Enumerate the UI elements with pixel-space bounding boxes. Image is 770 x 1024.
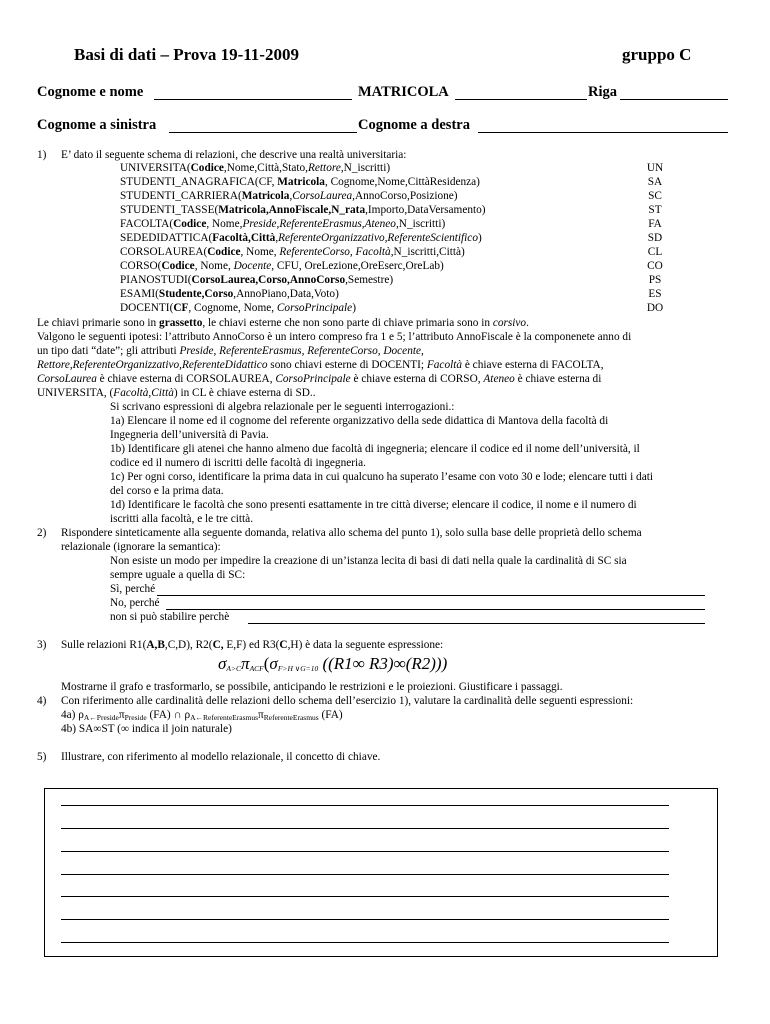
relation-pre: PIANOSTUDI(: [120, 274, 192, 286]
answer-box[interactable]: [44, 788, 718, 957]
riga-label: Riga: [588, 84, 617, 100]
pi-symbol: π: [241, 654, 250, 673]
hyp5-text: UNIVERSITA, (: [37, 387, 114, 399]
query-1c-line-1: 1c) Per ogni corso, identificare la prima data in cui qualcuno ha superato l’esame con voto 30 e lode; elencare tutti i dati: [110, 471, 653, 483]
query-1d-line-2: iscritti alla facoltà, e le tre città.: [110, 513, 254, 525]
relation-row: [120, 260, 444, 274]
query-1a-line-1: 1a) Elencare il nome ed il cognome del referente organizzativo della sede didattica di Mantova della facoltà di: [110, 415, 609, 427]
relation-row: [120, 162, 390, 176]
riga-field[interactable]: [620, 99, 728, 100]
q5-number: 5): [37, 751, 47, 763]
answer-ns-field[interactable]: [248, 623, 705, 624]
pi-attributes: ACF: [249, 664, 264, 673]
answer-si-label: Sì, perché: [110, 583, 156, 595]
hyp5-text-2: ) in CL è chiave esterna di SD..: [173, 387, 316, 399]
hyp3-text-2: è chiave esterna di FACOLTA,: [462, 359, 604, 371]
hyp5-italic: Facoltà,Città: [113, 387, 174, 399]
q3-t4: ,H) è data la seguente espressione:: [287, 639, 444, 651]
right-label: Cognome a destra: [358, 117, 470, 133]
relation-bold: Matricola,AnnoFiscale,N_rata: [218, 204, 366, 216]
relation-ital: ReferenteCorso, Facoltà,: [279, 246, 394, 258]
q4a-proj-1: Preside: [124, 713, 147, 722]
formula-body: ((R1∞ R3)∞(R2))): [322, 654, 448, 673]
relation-pre: UNIVERSITA(: [120, 162, 191, 174]
relation-pre: STUDENTI_ANAGRAFICA(CF,: [120, 176, 278, 188]
relation-row: [120, 302, 356, 316]
relation-row: [120, 288, 339, 302]
answer-no-label: No, perché: [110, 597, 160, 609]
formula-paren: (: [263, 654, 270, 673]
query-1c-line-2: del corso e la prima data.: [110, 485, 224, 497]
q4a-pi-2: π: [258, 709, 264, 721]
relation-row: [120, 190, 458, 204]
relation-rest: ,: [275, 232, 279, 244]
hyp4-corsoprincipale: CorsoPrincipale: [275, 373, 351, 385]
q2-line-3: Non esiste un modo per impedire la creazione di un’istanza lecita di basi di dati nella quale la cardinalità di SC sia: [110, 555, 627, 567]
relation-rest: ,: [289, 190, 293, 202]
hyp2-italic: Preside, ReferenteErasmus, ReferenteCorso, Docente,: [179, 345, 424, 357]
relation-bold: Studente,Corso: [158, 288, 234, 300]
sigma-symbol: σ: [218, 654, 227, 673]
sigma-condition: A>C: [226, 664, 242, 673]
q4a-proj-2: ReferenteErasmus: [263, 713, 319, 722]
q4-line-1: Con riferimento alle cardinalità delle relazioni dello schema dell’esercizio 1), valutare la cardinalità delle seguenti espressioni:: [61, 695, 634, 707]
q3-line-1: [61, 639, 443, 653]
relation-rest: ,AnnoPiano,Data,Voto): [233, 288, 339, 300]
q2-line-2: relazionale (ignorare la semantica):: [61, 541, 221, 553]
relation-bold: CF: [173, 302, 189, 314]
q3-t3: E,F) ed R3(: [223, 639, 280, 651]
relation-code: UN: [646, 162, 664, 174]
relation-bold: Codice: [190, 162, 224, 174]
q3-b3: C: [279, 639, 288, 651]
hyp2-text: un tipo dati “date”; gli attributi: [37, 345, 180, 357]
answer-si-field[interactable]: [157, 595, 705, 596]
answer-line: [61, 942, 669, 943]
relation-end: N_iscritti,Città): [393, 246, 465, 258]
q3-b1: A,B: [146, 639, 165, 651]
queries-intro: Si scrivano espressioni di algebra relazionale per le seguenti interrogazioni.:: [110, 401, 455, 413]
relation-pre: CORSO(: [120, 260, 162, 272]
keys-italic: corsivo: [492, 317, 527, 329]
relation-bold: Codice: [207, 246, 241, 258]
answer-line: [61, 828, 669, 829]
keys-line: [37, 317, 529, 331]
answer-line: [61, 919, 669, 920]
relation-code: ST: [648, 204, 662, 216]
relation-code: SA: [647, 176, 663, 188]
q4a-middle: (FA) ∩ ρ: [146, 709, 191, 721]
hyp3-facolta: Facoltà: [426, 359, 463, 371]
relation-rest: , Cognome,Nome,CittàResidenza): [324, 176, 480, 188]
matricola-field[interactable]: [455, 99, 587, 100]
hyp3-text: sono chiavi esterne di DOCENTI;: [267, 359, 427, 371]
relation-ital: CorsoLaurea,: [292, 190, 355, 202]
relation-code: ES: [648, 288, 662, 300]
relation-rest: , Nome,: [240, 246, 280, 258]
relation-rest: , Cognome, Nome,: [188, 302, 277, 314]
q3-t1: Sulle relazioni R1(: [61, 639, 147, 651]
relation-row: [120, 274, 393, 288]
group-label: gruppo C: [622, 45, 692, 64]
relation-bold: Codice: [173, 218, 207, 230]
left-label: Cognome a sinistra: [37, 117, 157, 133]
relation-pre: CORSOLAUREA(: [120, 246, 208, 258]
relation-rest: ,Nome,Città,Stato,: [223, 162, 308, 174]
q3-b2: C,: [212, 639, 224, 651]
q4a-pi-1: π: [118, 709, 125, 721]
keys-bold: grassetto: [159, 317, 203, 329]
relation-bold: Codice: [161, 260, 195, 272]
hypothesis-line-4: [37, 373, 601, 387]
relation-pre: STUDENTI_CARRIERA(: [120, 190, 242, 202]
answer-no-field[interactable]: [166, 609, 705, 610]
right-field[interactable]: [478, 132, 728, 133]
q2-line-1: Rispondere sinteticamente alla seguente domanda, relativa allo schema del punto 1), solo sulla base delle proprietà dello schema: [61, 527, 642, 539]
relation-row: [120, 176, 480, 190]
answer-line: [61, 874, 669, 875]
hyp4-text: è chiave esterna di CORSOLAUREA,: [96, 373, 276, 385]
q4a-rename-1: A←Preside: [83, 713, 119, 722]
q4a-prefix: 4a) ρ: [61, 709, 84, 721]
relation-pre: DOCENTI(: [120, 302, 174, 314]
relation-bold: Matricola: [241, 190, 290, 202]
q2-number: 2): [37, 527, 47, 539]
relation-ital: Docente,: [233, 260, 275, 272]
hyp4-text-2: è chiave esterna di CORSO,: [350, 373, 484, 385]
answer-line: [61, 896, 669, 897]
hypothesis-line-3: [37, 359, 604, 373]
relation-code: CL: [647, 246, 663, 258]
hyp4-corsolaurea: CorsoLaurea: [37, 373, 97, 385]
q4a-rename-2: A←ReferenteErasmus: [190, 713, 259, 722]
sigma-symbol-2: σ: [269, 654, 278, 673]
relation-end: N_iscritti): [343, 162, 391, 174]
relation-pre: STUDENTI_TASSE(: [120, 204, 219, 216]
relation-rest: ,Semestre): [345, 274, 394, 286]
q5-line-1: Illustrare, con riferimento al modello relazionale, il concetto di chiave.: [61, 751, 381, 763]
relation-end: ): [477, 232, 482, 244]
relation-row: [120, 218, 445, 232]
relation-pre: SEDEDIDATTICA(: [120, 232, 213, 244]
matricola-label: MATRICOLA: [358, 84, 449, 100]
relation-ital: CorsoPrincipale: [276, 302, 353, 314]
query-1b-line-1: 1b) Identificare gli atenei che hanno almeno due facoltà di ingegneria; elencare il codice ed il nome dell’università, il: [110, 443, 640, 455]
q1-intro: E’ dato il seguente schema di relazioni, che descrive una realtà universitaria:: [61, 149, 407, 161]
q3-t2: ,C,D), R2(: [164, 639, 213, 651]
q4-expression-b: 4b) SA∞ST (∞ indica il join naturale): [61, 723, 232, 735]
algebra-expression: [218, 654, 447, 674]
q1-number: 1): [37, 149, 47, 161]
q4-number: 4): [37, 695, 47, 707]
query-1a-line-2: Ingegneria dell’università di Pavia.: [110, 429, 269, 441]
hyp4-text-3: è chiave esterna di: [514, 373, 602, 385]
q2-line-4: sempre uguale a quella di SC:: [110, 569, 246, 581]
relation-code: FA: [648, 218, 662, 230]
relation-ital: Preside,ReferenteErasmus,Ateneo,: [242, 218, 399, 230]
relation-code: PS: [648, 274, 662, 286]
document-title: Basi di dati – Prova 19-11-2009: [74, 45, 299, 64]
relation-ital: ReferenteOrganizzativo,ReferenteScientifico: [278, 232, 478, 244]
q3-number: 3): [37, 639, 47, 651]
query-1b-line-2: codice ed il numero di iscritti delle facoltà di ingegneria.: [110, 457, 366, 469]
relation-rest: , Nome,: [206, 218, 243, 230]
keys-text-2: , le chiavi esterne che non sono parte di chiave primaria sono in: [202, 317, 493, 329]
q3-line-2: Mostrarne il grafo e trasformarlo, se possibile, anticipando le restrizioni e le proiezioni. Giustificare i passaggi.: [61, 681, 563, 693]
relation-code: SD: [647, 232, 663, 244]
relation-pre: ESAMI(: [120, 288, 159, 300]
hyp3-italic: Rettore,ReferenteOrganizzativo,ReferenteDidattico: [37, 359, 268, 371]
relation-code: DO: [646, 302, 664, 314]
relation-end: N_iscritti): [398, 218, 446, 230]
relation-row: [120, 232, 482, 246]
hypothesis-line-5: [37, 387, 316, 401]
query-1d-line-1: 1d) Identificare le facoltà che sono presenti esattamente in tre città diverse; elencare il codice, il nome e il numero di: [110, 499, 637, 511]
hyp4-ateneo: Ateneo: [483, 373, 515, 385]
relation-rest: , Nome,: [194, 260, 234, 272]
sigma-condition-2: F>H ∨G=10: [277, 664, 319, 673]
relation-bold: CorsoLaurea,Corso,AnnoCorso: [191, 274, 346, 286]
relation-code: CO: [647, 260, 663, 272]
relation-end: AnnoCorso,Posizione): [354, 190, 458, 202]
relation-row: [120, 246, 465, 260]
keys-text-3: .: [526, 317, 529, 329]
relation-bold: Matricola: [277, 176, 325, 188]
hypothesis-line-2: [37, 345, 424, 359]
hypothesis-line-1: Valgono le seguenti ipotesi: l’attributo AnnoCorso è un intero compreso fra 1 e 5; l’attributo AnnoFiscale è la componenete anno di: [37, 331, 632, 343]
relation-row: [120, 204, 486, 218]
relation-bold: Facoltà,Città: [212, 232, 276, 244]
relation-code: SC: [648, 190, 662, 202]
name-field[interactable]: [154, 99, 352, 100]
relation-end: CFU, OreLezione,OreEserc,OreLab): [274, 260, 444, 272]
relation-pre: FACOLTA(: [120, 218, 174, 230]
keys-text-1: Le chiavi primarie sono in: [37, 317, 160, 329]
answer-line: [61, 851, 669, 852]
relation-ital: Rettore,: [308, 162, 344, 174]
answer-ns-label: non si può stabilire perchè: [110, 611, 230, 623]
q4a-end: (FA): [318, 709, 343, 721]
answer-line: [61, 805, 669, 806]
relation-end: ): [352, 302, 356, 314]
name-label: Cognome e nome: [37, 84, 144, 100]
relation-rest: ,Importo,DataVersamento): [365, 204, 486, 216]
left-field[interactable]: [169, 132, 357, 133]
